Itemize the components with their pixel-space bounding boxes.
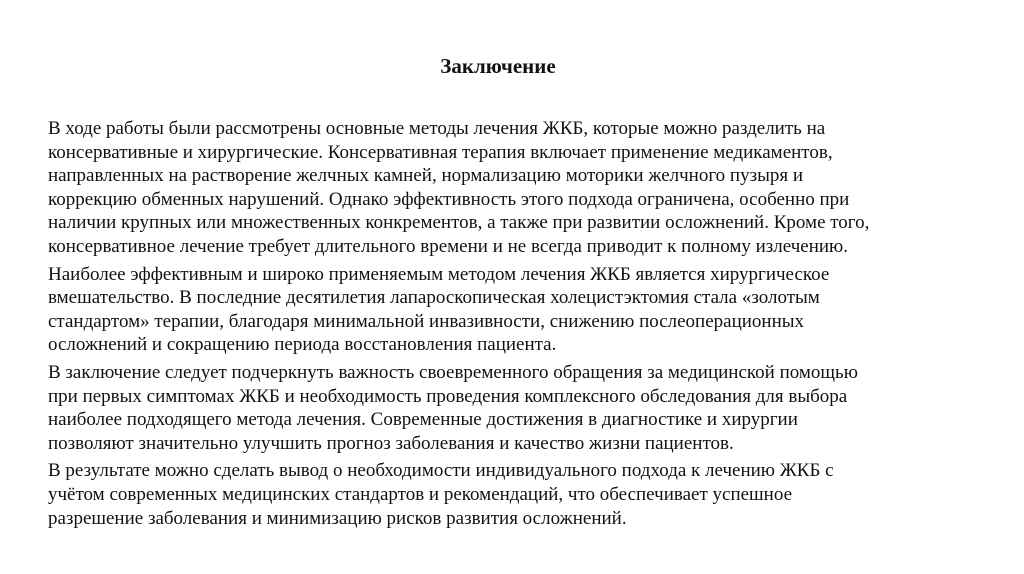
text-line: В результате можно сделать вывод о необходимости индивидуального подхода к лечению ЖКБ с [48,460,834,482]
text-line: учётом современных медицинских стандартов и рекомендаций, что обеспечивает успешное [48,483,793,505]
slide-body [48,117,983,534]
paragraph-conservative-treatment [48,117,983,259]
text-line: коррекцию обменных нарушений. Однако эффективность этого подхода ограничена, особенно при [48,188,850,210]
text-line: консервативное лечение требует длительного времени и не всегда приводит к полному излечению. [48,235,848,257]
text-line: консервативные и хирургические. Консервативная терапия включает применение медикаментов, [48,141,833,163]
text-line: наиболее подходящего метода лечения. Современные достижения в диагностике и хирургии [48,409,798,431]
paragraph-timely-care [48,361,983,455]
text-line: направленных на растворение желчных камней, нормализацию моторики желчного пузыря и [48,165,804,187]
text-line: позволяют значительно улучшить прогноз заболевания и качество жизни пациентов. [48,432,734,454]
text-line: при первых симптомах ЖКБ и необходимость проведения комплексного обследования для выбора [48,385,848,407]
text-line: вмешательство. В последние десятилетия лапароскопическая холецистэктомия стала «золотым [48,287,820,309]
text-line: осложнений и сокращению периода восстановления пациента. [48,334,557,356]
text-line: стандартом» терапии, благодаря минимальной инвазивности, снижению послеоперационных [48,310,805,332]
text-line: наличии крупных или множественных конкрементов, а также при развитии осложнений. Кроме того, [48,212,870,234]
text-line: В заключение следует подчеркнуть важность своевременного обращения за медицинской помощью [48,361,858,383]
text-line: В ходе работы были рассмотрены основные методы лечения ЖКБ, которые можно разделить на [48,118,826,139]
paragraph-conclusion [48,459,983,530]
slide-title: Заключение [440,54,556,78]
text-line: Наиболее эффективным и широко применяемым методом лечения ЖКБ является хирургическое [48,263,830,285]
paragraph-surgical-treatment [48,263,983,357]
text-line: разрешение заболевания и минимизацию рисков развития осложнений. [48,507,627,529]
